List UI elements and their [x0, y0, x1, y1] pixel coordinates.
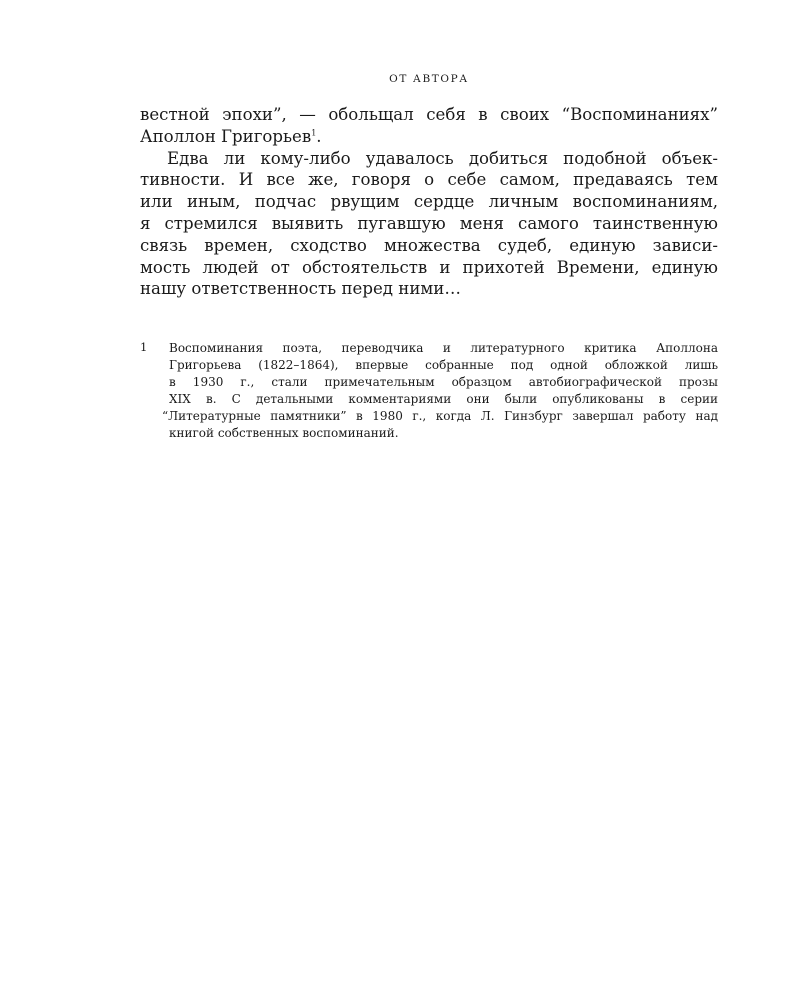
footnote-line: “Литературные памятники” в 1980 г., когда Л. Гинзбург завершал работу над [162, 409, 718, 424]
footnote-line: Григорьева (1822–1864), впервые собранные под одной обложкой лишь [169, 358, 718, 373]
body-line [140, 126, 718, 148]
body-line: нашу ответственность перед ними… [140, 279, 461, 299]
body-line: мость людей от обстоятельств и прихотей Времени, единую [140, 257, 718, 277]
body-line: тивности. И все же, говоря о себе самом, предаваясь тем [140, 170, 718, 190]
footnote [140, 340, 718, 443]
footnote-number: 1 [140, 340, 148, 354]
body-line: я стремился выявить пугавшую меня самого таинственную [140, 213, 718, 233]
footnote-reference[interactable]: 1 [311, 128, 317, 138]
body-line: вестной эпохи”, — обольщал себя в своих “Воспоминаниях” [140, 105, 718, 124]
body-text [140, 104, 718, 300]
running-head: ОТ АВТОРА [389, 73, 469, 85]
body-line: Едва ли кому-либо удавалось добиться подобной объек- [167, 148, 718, 168]
body-line-text: Аполлон Григорьев [140, 126, 312, 146]
footnote-line: Воспоминания поэта, переводчика и литературного критика Аполлона [169, 341, 718, 355]
footnote-text [162, 340, 718, 443]
footnote-line: XIX в. С детальными комментариями они были опубликованы в серии [169, 392, 718, 407]
footnote-line: книгой собственных воспоминаний. [169, 426, 399, 441]
body-line-end: . [316, 126, 322, 146]
body-line: связь времен, сходство множества судеб, единую зависи- [140, 235, 718, 255]
footnote-line: в 1930 г., стали примечательным образцом автобиографической прозы [169, 375, 718, 390]
body-line: или иным, подчас рвущим сердце личным воспоминаниям, [140, 192, 718, 212]
